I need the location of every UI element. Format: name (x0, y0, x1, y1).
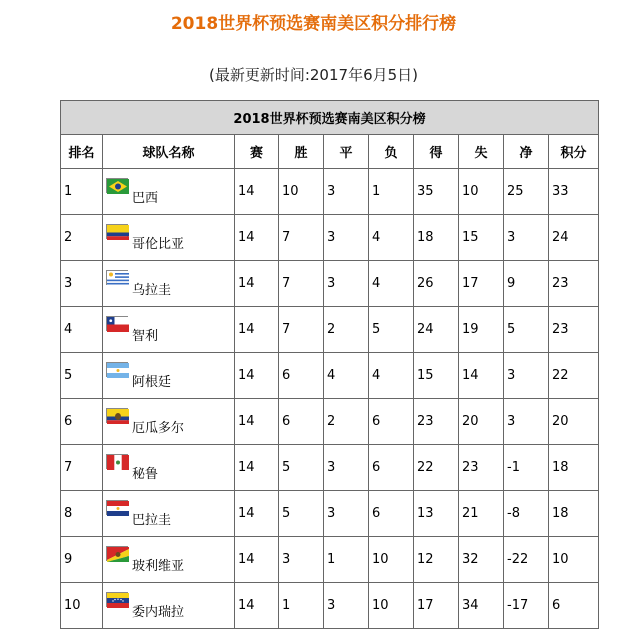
drawn-cell: 3 (324, 445, 369, 491)
played-cell: 14 (235, 353, 279, 399)
points-cell: 23 (549, 261, 599, 307)
points-cell: 10 (549, 537, 599, 583)
goals-against-cell: 23 (459, 445, 504, 491)
drawn-cell: 1 (324, 537, 369, 583)
header-points: 积分 (549, 135, 599, 169)
goals-against-cell: 15 (459, 215, 504, 261)
played-cell: 14 (235, 399, 279, 445)
header-row (61, 135, 599, 169)
rank-cell: 4 (61, 307, 103, 353)
rank-cell: 9 (61, 537, 103, 583)
rank-cell: 10 (61, 583, 103, 629)
lost-cell: 10 (369, 583, 414, 629)
team-name: 哥伦比亚 (132, 237, 185, 252)
bolivia-flag-icon (106, 546, 128, 561)
goals-against-cell: 17 (459, 261, 504, 307)
table-row (61, 307, 599, 353)
goal-difference-cell: 3 (504, 353, 549, 399)
rank-cell: 2 (61, 215, 103, 261)
lost-cell: 10 (369, 537, 414, 583)
goals-for-cell: 17 (414, 583, 459, 629)
header-won: 胜 (279, 135, 324, 169)
team-name: 玻利维亚 (132, 559, 185, 574)
goals-against-cell: 21 (459, 491, 504, 537)
drawn-cell: 4 (324, 353, 369, 399)
table-row (61, 491, 599, 537)
won-cell: 7 (279, 261, 324, 307)
drawn-cell: 2 (324, 399, 369, 445)
header-goal-difference: 净 (504, 135, 549, 169)
team-cell (103, 261, 235, 307)
points-cell: 23 (549, 307, 599, 353)
goal-difference-cell: 25 (504, 169, 549, 215)
team-cell (103, 399, 235, 445)
team-cell (103, 169, 235, 215)
goals-for-cell: 18 (414, 215, 459, 261)
last-updated-text: (最新更新时间:2017年6月5日) (208, 66, 419, 84)
header-goals-for: 得 (414, 135, 459, 169)
lost-cell: 5 (369, 307, 414, 353)
goals-for-cell: 22 (414, 445, 459, 491)
goals-for-cell: 26 (414, 261, 459, 307)
rank-cell: 5 (61, 353, 103, 399)
points-cell: 6 (549, 583, 599, 629)
table-row (61, 261, 599, 307)
table-row (61, 353, 599, 399)
goals-for-cell: 15 (414, 353, 459, 399)
standings-table (60, 100, 599, 629)
team-name: 巴西 (132, 191, 159, 206)
points-cell: 33 (549, 169, 599, 215)
won-cell: 5 (279, 491, 324, 537)
played-cell: 14 (235, 307, 279, 353)
played-cell: 14 (235, 583, 279, 629)
argentina-flag-icon (106, 362, 128, 377)
goals-for-cell: 35 (414, 169, 459, 215)
team-cell (103, 215, 235, 261)
played-cell: 14 (235, 445, 279, 491)
goal-difference-cell: 9 (504, 261, 549, 307)
header-rank: 排名 (61, 135, 103, 169)
played-cell: 14 (235, 261, 279, 307)
played-cell: 14 (235, 215, 279, 261)
won-cell: 3 (279, 537, 324, 583)
rank-cell: 8 (61, 491, 103, 537)
team-cell (103, 583, 235, 629)
team-name: 委内瑞拉 (132, 605, 185, 620)
rank-cell: 3 (61, 261, 103, 307)
goal-difference-cell: 5 (504, 307, 549, 353)
colombia-flag-icon (106, 224, 128, 239)
drawn-cell: 2 (324, 307, 369, 353)
rank-cell: 1 (61, 169, 103, 215)
header-played: 赛 (235, 135, 279, 169)
team-cell (103, 491, 235, 537)
won-cell: 7 (279, 215, 324, 261)
table-row (61, 537, 599, 583)
team-cell (103, 445, 235, 491)
table-row (61, 215, 599, 261)
team-name: 阿根廷 (132, 375, 172, 390)
chile-flag-icon (106, 316, 128, 331)
played-cell: 14 (235, 537, 279, 583)
points-cell: 18 (549, 445, 599, 491)
drawn-cell: 3 (324, 261, 369, 307)
goals-for-cell: 12 (414, 537, 459, 583)
team-name: 巴拉圭 (132, 513, 172, 528)
peru-flag-icon (106, 454, 128, 469)
team-name: 厄瓜多尔 (132, 421, 185, 436)
goals-against-cell: 10 (459, 169, 504, 215)
team-name: 乌拉圭 (132, 283, 172, 298)
venezuela-flag-icon (106, 592, 128, 607)
team-cell (103, 307, 235, 353)
goals-against-cell: 19 (459, 307, 504, 353)
points-cell: 24 (549, 215, 599, 261)
won-cell: 10 (279, 169, 324, 215)
lost-cell: 1 (369, 169, 414, 215)
drawn-cell: 3 (324, 491, 369, 537)
page-title: 2018世界杯预选赛南美区积分排行榜 (170, 14, 457, 34)
team-cell (103, 353, 235, 399)
lost-cell: 6 (369, 399, 414, 445)
won-cell: 7 (279, 307, 324, 353)
goal-difference-cell: 3 (504, 215, 549, 261)
won-cell: 6 (279, 399, 324, 445)
team-name: 秘鲁 (132, 467, 159, 482)
points-cell: 22 (549, 353, 599, 399)
played-cell: 14 (235, 169, 279, 215)
header-drawn: 平 (324, 135, 369, 169)
table-caption: 2018世界杯预选赛南美区积分榜 (61, 101, 599, 135)
won-cell: 1 (279, 583, 324, 629)
goal-difference-cell: -22 (504, 537, 549, 583)
goal-difference-cell: 3 (504, 399, 549, 445)
drawn-cell: 3 (324, 583, 369, 629)
team-name: 智利 (132, 329, 159, 344)
drawn-cell: 3 (324, 215, 369, 261)
brazil-flag-icon (106, 178, 128, 193)
header-goals-against: 失 (459, 135, 504, 169)
played-cell: 14 (235, 491, 279, 537)
lost-cell: 4 (369, 261, 414, 307)
lost-cell: 4 (369, 215, 414, 261)
header-team: 球队名称 (103, 135, 235, 169)
goals-against-cell: 14 (459, 353, 504, 399)
points-cell: 18 (549, 491, 599, 537)
goals-against-cell: 34 (459, 583, 504, 629)
lost-cell: 6 (369, 445, 414, 491)
table-row (61, 445, 599, 491)
uruguay-flag-icon (106, 270, 128, 285)
goals-against-cell: 32 (459, 537, 504, 583)
table-row (61, 583, 599, 629)
rank-cell: 7 (61, 445, 103, 491)
goals-against-cell: 20 (459, 399, 504, 445)
points-cell: 20 (549, 399, 599, 445)
table-row (61, 399, 599, 445)
goals-for-cell: 23 (414, 399, 459, 445)
team-cell (103, 537, 235, 583)
goal-difference-cell: -1 (504, 445, 549, 491)
table-row (61, 169, 599, 215)
goal-difference-cell: -8 (504, 491, 549, 537)
paraguay-flag-icon (106, 500, 128, 515)
header-lost: 负 (369, 135, 414, 169)
goals-for-cell: 24 (414, 307, 459, 353)
goals-for-cell: 13 (414, 491, 459, 537)
lost-cell: 4 (369, 353, 414, 399)
won-cell: 6 (279, 353, 324, 399)
won-cell: 5 (279, 445, 324, 491)
ecuador-flag-icon (106, 408, 128, 423)
goal-difference-cell: -17 (504, 583, 549, 629)
drawn-cell: 3 (324, 169, 369, 215)
rank-cell: 6 (61, 399, 103, 445)
lost-cell: 6 (369, 491, 414, 537)
